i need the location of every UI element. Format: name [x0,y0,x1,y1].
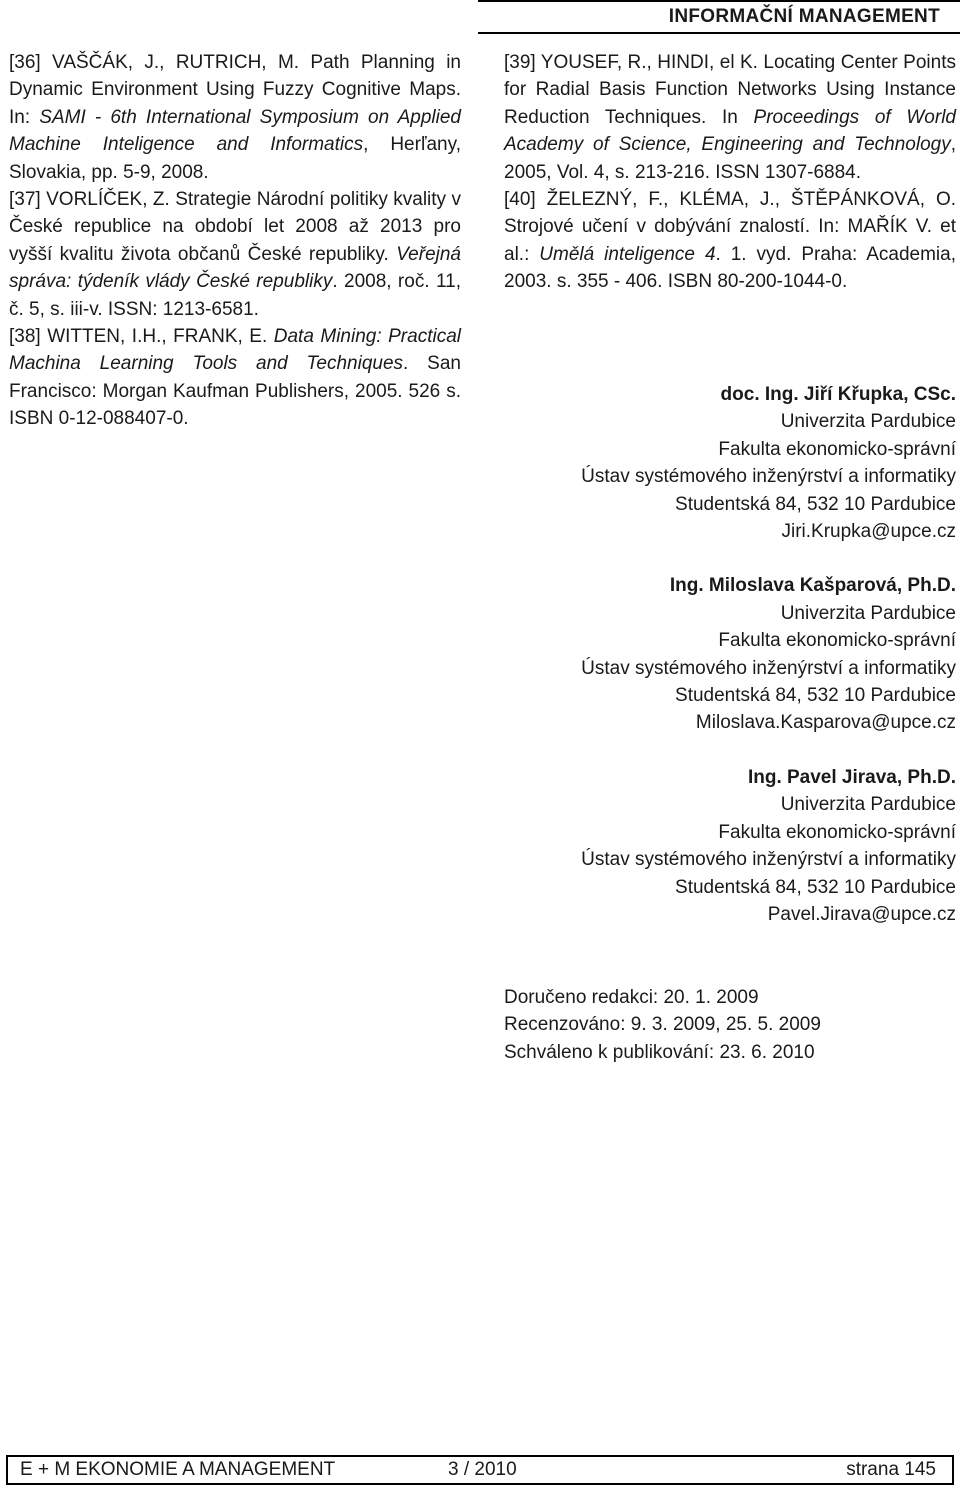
author-block [496,764,956,928]
approved-date: Schváleno k publikování: 23. 6. 2010 [504,1041,815,1063]
author-address: Studentská 84, 532 10 Pardubice [675,876,956,898]
author-name: doc. Ing. Jiří Křupka, CSc. [720,384,956,405]
reference-entry [9,186,461,323]
author-name: Ing. Pavel Jirava, Ph.D. [747,766,956,788]
author-email: Jiri.Krupka@upce.cz [781,521,956,543]
reference-title: Umělá inteligence 4 [539,243,716,265]
reference-text: , Herľany, Slovakia, pp. 5-9, 2008. [9,134,461,183]
author-university: Univerzita Pardubice [780,794,956,816]
author-email: Pavel.Jirava@upce.cz [767,903,956,925]
author-address: Studentská 84, 532 10 Pardubice [675,685,956,707]
reference-text: . San Francisco: Morgan Kaufman Publishers, 2005. 526 s. ISBN 0-12-088407-0. [9,353,461,430]
author-university: Univerzita Pardubice [780,602,956,624]
reference-entry [9,49,461,186]
page-footer [6,1455,954,1485]
reference-text: . 2008, roč. 11, č. 5, s. iii-v. ISSN: 1213-6581. [9,271,461,320]
reference-entry [9,323,461,433]
author-faculty: Fakulta ekonomicko-správní [718,630,956,652]
reviewed-date: Recenzováno: 9. 3. 2009, 25. 5. 2009 [504,1014,821,1036]
author-name: Ing. Miloslava Kašparová, Ph.D. [669,575,956,597]
author-block [496,381,956,545]
author-university: Univerzita Pardubice [780,411,956,433]
journal-name: E + M EKONOMIE A MANAGEMENT [20,1459,336,1480]
author-affiliations [496,381,956,955]
section-title: INFORMAČNÍ MANAGEMENT [668,6,940,27]
reference-title: Proceedings of World Academy of Science, Engineering and Technology [504,106,956,156]
author-faculty: Fakulta ekonomicko-správní [718,438,956,460]
author-institute: Ústav systémového inženýrství a informatiky [581,657,956,679]
author-block [496,572,956,736]
page-number: strana 145 [846,1459,936,1480]
author-institute: Ústav systémového inženýrství a informatiky [581,849,956,871]
author-institute: Ústav systémového inženýrství a informatiky [581,466,956,488]
reference-title: Veřejná správa: týdeník vlády České republiky [9,243,461,293]
section-header [478,0,960,34]
publication-dates [504,984,821,1066]
author-address: Studentská 84, 532 10 Pardubice [675,493,956,515]
reference-text: [40] ŽELEZNÝ, F., KLÉMA, J., ŠTĚPÁNKOVÁ, O. Strojové učení v dobývání znalostí. In: MAŘÍK V. et al.: [504,189,956,265]
reference-title: SAMI - 6th International Symposium on Applied Machine Inteligence and Informatics [9,106,462,156]
reference-entry [504,49,956,186]
reference-text: [39] YOUSEF, R., HINDI, el K. Locating Center Points for Radial Basis Function Networks Using Instance Reduction Techniques. In [504,52,956,128]
reference-text: [37] VORLÍČEK, Z. Strategie Národní politiky kvality v České republice na období let 2008 až 2013 pro vyšší kvalitu života občanů České republiky. [9,189,461,265]
reference-title: Data Mining: Practical Machina Learning Tools and Techniques [9,326,461,375]
author-email: Miloslava.Kasparova@upce.cz [695,712,956,734]
reference-text: [38] WITTEN, I.H., FRANK, E. [9,326,274,348]
author-faculty: Fakulta ekonomicko-správní [718,821,956,843]
references-left-column [9,49,461,433]
reference-text: . 1. vyd. Praha: Academia, 2003. s. 355 - 406. ISBN 80-200-1044-0. [504,243,956,293]
references-right-column [504,49,956,296]
reference-text: , 2005, Vol. 4, s. 213-216. ISSN 1307-6884. [504,134,956,183]
reference-text: [36] VAŠČÁK, J., RUTRICH, M. Path Planning in Dynamic Environment Using Fuzzy Cognitive Maps. In: [9,52,461,128]
reference-entry [504,186,956,296]
issue-number: 3 / 2010 [448,1459,517,1480]
received-date: Doručeno redakci: 20. 1. 2009 [504,987,759,1008]
